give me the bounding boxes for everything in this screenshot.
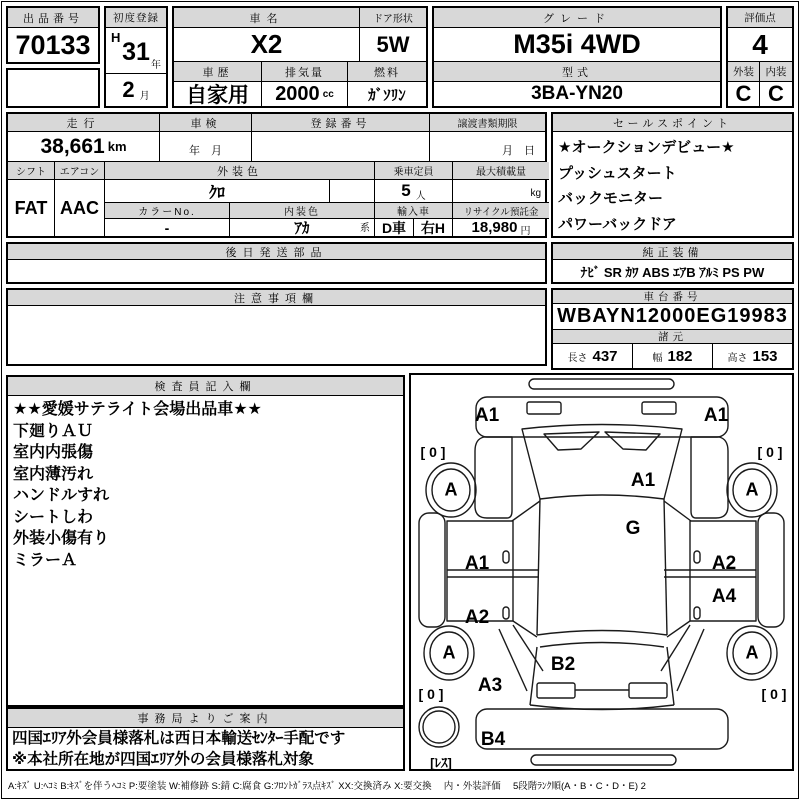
inspector-note-line: 下廻りＡＵ (13, 422, 94, 440)
dimension-length (553, 344, 633, 368)
score-label: 評価点 (728, 8, 792, 28)
office-notice-line: ※本社所在地が四国ｴﾘｱ外の会員様落札対象 (12, 750, 314, 768)
interior-color-name: ｱｶ (294, 220, 310, 236)
inspector-note-line: 外装小傷有り (13, 530, 110, 547)
capacity-number: 5 (401, 181, 411, 200)
chassis-no-label: 車台番号 (553, 290, 792, 304)
mileage-value (8, 132, 160, 162)
width-label: 幅 (652, 352, 663, 364)
shift-label: シフト (8, 162, 55, 180)
damage-code: [ﾚｽ] (430, 755, 452, 771)
import-dealer-value: D車 (375, 219, 414, 236)
damage-code: A (745, 479, 759, 500)
inspection-label: 車検 (160, 114, 252, 132)
sales-points-list (558, 135, 790, 235)
mileage-number: 38,661 (40, 134, 105, 158)
damage-code: A1 (703, 405, 729, 426)
recycle-deposit-unit: 円 (520, 226, 531, 236)
car-name-value: X2 (174, 28, 360, 62)
exterior-grade-label: 外装 (728, 62, 760, 82)
sales-point-line: バックモニター (558, 190, 664, 207)
chassis-box (551, 288, 794, 370)
damage-code: A3 (477, 675, 503, 696)
color-no-label: カラーNo. (105, 203, 230, 219)
mileage-label: 走行 (8, 114, 160, 132)
exterior-color-suffix-cell (330, 180, 375, 203)
office-notice-line: 四国ｴﾘｱ外会員様落札は西日本輸送ｾﾝﾀｰ手配です (12, 730, 346, 747)
score-value: 4 (728, 28, 792, 62)
first-reg-year: 31 (122, 38, 150, 66)
capacity-unit: 人 (415, 190, 426, 202)
first-reg-year-unit: 年 (151, 60, 161, 71)
displacement-number: 2000 (275, 82, 320, 105)
first-reg-month-unit: 月 (139, 90, 150, 102)
legend-text: A:ｷｽﾞ U:ﾍｺﾐ B:ｷｽﾞを伴うﾍｺﾐ P:要塗装 W:補修跡 S:錆 C:腐食 G:ﾌﾛﾝﾄｶﾞﾗｽ点ｷｽﾞ XX:交換済み X:要交換 内・外装評価 5段階ﾗﾝｸ順(A・B・C・D・E) 2 (8, 781, 646, 792)
first-registration-box (104, 6, 168, 108)
exterior-grade-value: C (728, 82, 760, 106)
displacement-label: 排気量 (262, 62, 348, 82)
color-no-value: - (105, 219, 230, 236)
sales-points-box (551, 112, 794, 238)
interior-color-suffix: 系 (360, 223, 370, 234)
grade-box (432, 6, 722, 108)
sales-point-line: パワーバックドア (558, 215, 677, 233)
length-value: 437 (592, 347, 618, 365)
damage-code: [ 0 ] (418, 686, 444, 702)
max-load-label: 最大積載量 (453, 162, 549, 180)
import-handle-value: 右H (414, 219, 453, 236)
damage-code: A1 (630, 470, 656, 491)
damage-code: A2 (711, 553, 737, 574)
width-value: 182 (667, 347, 693, 365)
equipment-box (551, 242, 794, 284)
damage-code: [ 0 ] (420, 444, 446, 460)
first-reg-month: 2 (122, 77, 135, 102)
equipment-label: 純正装備 (553, 244, 792, 260)
chassis-no-value: WBAYN12000EG19983 (553, 304, 792, 330)
exterior-color-value: ｸﾛ (105, 180, 330, 203)
registration-no-value (252, 132, 430, 162)
mileage-unit: km (107, 139, 127, 154)
first-reg-era: H (111, 30, 121, 45)
damage-code: A4 (711, 586, 737, 607)
damage-code: [ 0 ] (757, 444, 783, 460)
damage-code: B4 (480, 729, 506, 750)
inspector-note-line: シートしわ (13, 508, 94, 526)
damage-code: A2 (464, 607, 490, 628)
damage-code: A1 (464, 553, 490, 574)
spec-box (6, 112, 547, 238)
capacity-value (375, 180, 453, 203)
auction-no-extra-cell (6, 68, 100, 108)
damage-code-layer (411, 375, 792, 769)
interior-grade-label: 内装 (760, 62, 792, 82)
interior-grade-value: C (768, 82, 784, 106)
inspector-note-line: 室内薄汚れ (13, 465, 94, 483)
transfer-deadline-label: 譲渡書類期限 (430, 114, 545, 132)
damage-code: A (442, 642, 456, 663)
aircon-value: AAC (55, 180, 105, 236)
inspector-notes-box (6, 375, 405, 707)
car-name-box (172, 6, 428, 108)
aircon-label: エアコン (55, 162, 105, 180)
recycle-deposit-label: リサイクル預託金 (453, 203, 549, 219)
later-parts-box (6, 242, 547, 284)
office-notice-list (12, 729, 402, 771)
first-reg-label: 初度登録 (106, 8, 166, 28)
interior-color-value (230, 219, 375, 236)
damage-code: [ 0 ] (761, 686, 787, 702)
equipment-value: ﾅﾋﾞ SR ｶﾜ ABS ｴｱB ｱﾙﾐ PS PW (580, 264, 765, 280)
length-label: 長さ (567, 352, 588, 364)
first-reg-month-cell (106, 74, 166, 106)
sales-point-line: プッシュスタート (558, 164, 677, 182)
recycle-deposit-value (453, 219, 549, 236)
shift-value: FAT (8, 180, 55, 236)
door-shape-value: 5W (360, 28, 426, 62)
inspector-note-line: ミラーＡ (13, 551, 78, 569)
dimension-height (713, 344, 792, 368)
registration-no-label: 登録番号 (252, 114, 430, 132)
transfer-deadline-value: 月 日 (430, 132, 545, 162)
later-parts-value (8, 260, 545, 282)
model-code-label: 型式 (434, 62, 720, 82)
sales-points-label: セールスポイント (553, 114, 792, 132)
damage-code: A1 (474, 405, 500, 426)
history-label: 車歴 (174, 62, 262, 82)
damage-code: A (444, 479, 458, 500)
dimension-width (633, 344, 713, 368)
later-parts-label: 後日発送部品 (8, 244, 545, 260)
caution-notes-box (6, 288, 547, 366)
inspector-note-line: ハンドルすれ (13, 487, 110, 504)
history-value: 自家用 (174, 82, 262, 106)
inspector-note-line: ★★愛媛サテライト会場出品車★★ (13, 401, 262, 418)
fuel-label: 燃料 (348, 62, 426, 82)
grade-label: グレード (434, 8, 720, 28)
recycle-deposit-number: 18,980 (471, 219, 518, 236)
vehicle-damage-diagram (409, 373, 794, 771)
max-load-value: kg (453, 180, 549, 203)
dimensions-label: 諸元 (553, 330, 792, 344)
capacity-label: 乗車定員 (375, 162, 453, 180)
office-notice-label: 事務局よりご案内 (8, 709, 403, 728)
score-box (726, 6, 794, 108)
grade-value: M35i 4WD (434, 28, 720, 62)
auction-no-label: 出品番号 (8, 8, 98, 28)
interior-color-label: 内装色 (230, 203, 375, 219)
door-shape-label: ドア形状 (360, 8, 426, 28)
displacement-unit: cc (322, 88, 334, 100)
displacement-value (262, 82, 348, 106)
auction-no-box (6, 6, 100, 64)
exterior-color-label: 外装色 (105, 162, 375, 180)
height-value: 153 (752, 347, 778, 365)
car-name-label: 車名 (174, 8, 360, 28)
inspector-notes-list (13, 399, 401, 701)
damage-code: B2 (550, 654, 576, 675)
first-reg-year-cell (106, 28, 166, 74)
caution-notes-value (8, 306, 545, 364)
damage-code: A (745, 642, 759, 663)
inspection-value: 年 月 (160, 132, 252, 162)
inspector-notes-label: 検査員記入欄 (8, 377, 403, 396)
model-code-value: 3BA-YN20 (531, 83, 623, 104)
import-car-label: 輸入車 (375, 203, 453, 219)
sales-point-line: ★オークションデビュー★ (558, 139, 735, 156)
height-label: 高さ (727, 352, 748, 364)
caution-notes-label: 注意事項欄 (8, 290, 545, 306)
auction-no-value: 70133 (15, 29, 91, 60)
office-notice-box (6, 707, 405, 771)
damage-code: G (625, 518, 641, 539)
inspector-note-line: 室内内張傷 (13, 444, 94, 461)
fuel-value: ｶﾞｿﾘﾝ (368, 86, 406, 104)
